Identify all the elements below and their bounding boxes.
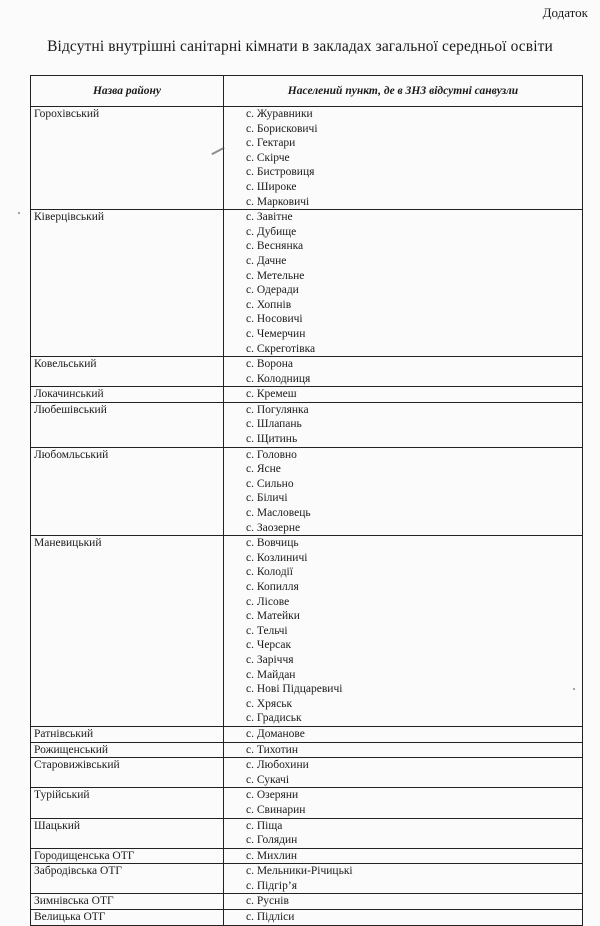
village-name: с. Підгір’я bbox=[246, 879, 297, 892]
village-name: с. Тельчі bbox=[246, 624, 288, 637]
village-name: с. Хряськ bbox=[246, 697, 293, 710]
district-cell: Городищенська ОТГ bbox=[31, 848, 224, 864]
village-name: с. Колодниця bbox=[246, 372, 311, 385]
villages-cell bbox=[224, 107, 583, 210]
villages-cell bbox=[224, 210, 583, 357]
village-name: с. Сукачі bbox=[246, 773, 290, 786]
villages-cell bbox=[224, 788, 583, 818]
schools-table bbox=[30, 75, 583, 926]
district-cell: Шацький bbox=[31, 818, 224, 848]
village-name: с. Щитинь bbox=[246, 433, 298, 446]
villages-cell bbox=[224, 402, 583, 447]
village-name: с. Руснів bbox=[246, 895, 289, 908]
village-name: с. Біличі bbox=[246, 492, 288, 505]
table-row bbox=[31, 742, 583, 758]
scan-speck bbox=[18, 212, 20, 214]
table-row bbox=[31, 894, 583, 910]
table-row bbox=[31, 910, 583, 926]
village-name: с. Бистровиця bbox=[246, 166, 315, 179]
table-row bbox=[31, 210, 583, 357]
district-cell: Ківерцівський bbox=[31, 210, 224, 357]
villages-cell bbox=[224, 357, 583, 387]
table-row bbox=[31, 864, 583, 894]
village-name: с. Головно bbox=[246, 448, 297, 461]
villages-cell bbox=[224, 536, 583, 727]
district-cell: Старовижівський bbox=[31, 758, 224, 788]
village-name: с. Градиськ bbox=[246, 712, 302, 725]
village-name: с. Масловець bbox=[246, 507, 311, 520]
village-name: с. Матейки bbox=[246, 610, 300, 623]
village-name: с. Чемерчин bbox=[246, 327, 306, 340]
table-row bbox=[31, 758, 583, 788]
village-name: с. Одеради bbox=[246, 284, 299, 297]
table-row bbox=[31, 402, 583, 447]
table-row bbox=[31, 107, 583, 210]
village-name: с. Михлин bbox=[246, 849, 298, 862]
villages-cell bbox=[224, 848, 583, 864]
village-name: с. Погулянка bbox=[246, 403, 309, 416]
district-cell: Турійський bbox=[31, 788, 224, 818]
table-header-row bbox=[31, 76, 583, 107]
table-row bbox=[31, 788, 583, 818]
village-name: с. Озеряни bbox=[246, 789, 299, 802]
village-name: с. Майдан bbox=[246, 668, 296, 681]
village-name: с. Дачне bbox=[246, 254, 287, 267]
village-name: с. Носовичі bbox=[246, 313, 303, 326]
village-name: с. Дубище bbox=[246, 225, 297, 238]
district-cell: Ратнівський bbox=[31, 726, 224, 742]
village-name: с. Метельне bbox=[246, 269, 305, 282]
villages-cell bbox=[224, 387, 583, 403]
table-row bbox=[31, 447, 583, 536]
district-cell: Рожищенський bbox=[31, 742, 224, 758]
villages-cell bbox=[224, 447, 583, 536]
village-name: с. Козлиничі bbox=[246, 551, 308, 564]
village-name: с. Заозерне bbox=[246, 521, 301, 534]
annex-label: Додаток bbox=[542, 5, 588, 20]
village-name: с. Мельники-Річицькі bbox=[246, 865, 353, 878]
district-cell: Маневицький bbox=[31, 536, 224, 727]
village-name: с. Лісове bbox=[246, 595, 290, 608]
district-cell: Горохівський bbox=[31, 107, 224, 210]
villages-cell bbox=[224, 726, 583, 742]
village-name: с. Тихотин bbox=[246, 743, 298, 756]
district-cell: Забродівська ОТГ bbox=[31, 864, 224, 894]
village-name: с. Гектари bbox=[246, 137, 296, 150]
village-name: с. Підліси bbox=[246, 911, 295, 924]
village-name: с. Завітне bbox=[246, 211, 293, 224]
village-name: с. Шлапань bbox=[246, 418, 302, 431]
village-name: с. Заріччя bbox=[246, 653, 294, 666]
village-name: с. Нові Підцаревичі bbox=[246, 683, 343, 696]
table-row bbox=[31, 387, 583, 403]
table-row bbox=[31, 848, 583, 864]
village-name: с. Кремеш bbox=[246, 388, 297, 401]
village-name: с. Сильно bbox=[246, 477, 294, 490]
village-name: с. Голядин bbox=[246, 834, 298, 847]
villages-cell bbox=[224, 910, 583, 926]
village-name: с. Свинарин bbox=[246, 803, 306, 816]
village-name: с. Вовчиць bbox=[246, 537, 299, 550]
header-villages: Населений пункт, де в ЗНЗ відсутні санвузли bbox=[224, 76, 583, 107]
district-cell: Любомльський bbox=[31, 447, 224, 536]
village-name: с. Любохини bbox=[246, 759, 309, 772]
village-name: с. Копилля bbox=[246, 581, 299, 593]
district-cell: Локачинський bbox=[31, 387, 224, 403]
district-cell: Ковельський bbox=[31, 357, 224, 387]
villages-cell bbox=[224, 864, 583, 894]
table-row bbox=[31, 357, 583, 387]
village-name: с. Колодії bbox=[246, 566, 293, 579]
village-name: с. Хопнів bbox=[246, 298, 292, 311]
village-name: с. Черсак bbox=[246, 639, 292, 652]
villages-cell bbox=[224, 894, 583, 910]
district-cell: Велицька ОТГ bbox=[31, 910, 224, 926]
scan-speck bbox=[573, 688, 575, 690]
district-cell: Зимнівська ОТГ bbox=[31, 894, 224, 910]
village-name: с. Журавники bbox=[246, 108, 313, 120]
village-name: с. Борисковичі bbox=[246, 122, 318, 135]
village-name: с. Піща bbox=[246, 819, 283, 832]
village-name: с. Марковичі bbox=[246, 195, 310, 208]
table-row bbox=[31, 726, 583, 742]
village-name: с. Веснянка bbox=[246, 240, 304, 253]
villages-cell bbox=[224, 742, 583, 758]
village-name: с. Скірче bbox=[246, 151, 290, 164]
district-cell: Любешівський bbox=[31, 402, 224, 447]
village-name: с. Ясне bbox=[246, 463, 281, 476]
village-name: с. Скреготівка bbox=[246, 342, 316, 355]
village-name: с. Ворона bbox=[246, 358, 294, 371]
document-title: Відсутні внутрішні санітарні кімнати в закладах загальної середньої освіти bbox=[47, 38, 553, 55]
village-name: с. Доманове bbox=[246, 727, 305, 740]
table-row bbox=[31, 818, 583, 848]
table-row bbox=[31, 536, 583, 727]
village-name: с. Широке bbox=[246, 180, 297, 193]
header-district: Назва району bbox=[31, 76, 224, 107]
villages-cell bbox=[224, 758, 583, 788]
villages-cell bbox=[224, 818, 583, 848]
